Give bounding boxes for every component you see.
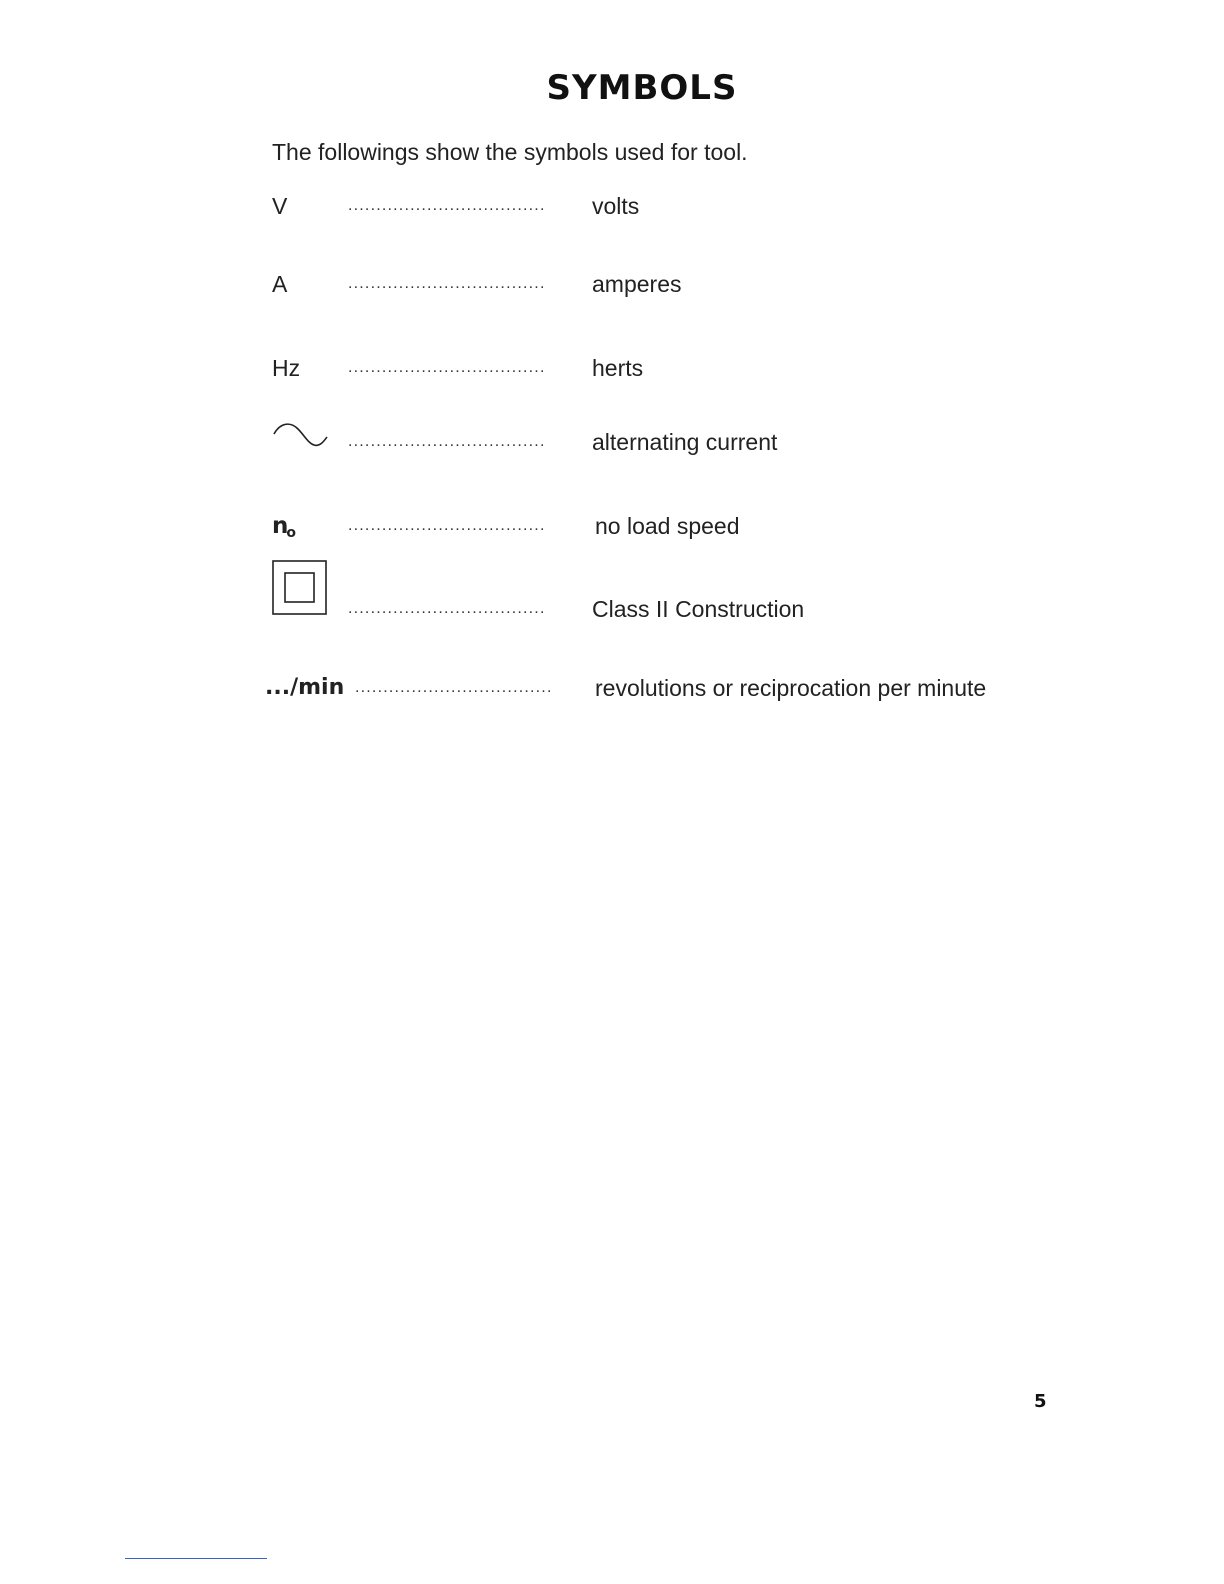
page-number: 5: [1034, 1391, 1047, 1412]
symbol-row-alternating-current: [0, 427, 1224, 467]
symbol-description: no load speed: [595, 513, 740, 539]
symbol-description: revolutions or reciprocation per minute: [595, 675, 987, 701]
dot-leader: ...................................: [348, 197, 546, 214]
symbol-row-no-load-speed: [0, 511, 1224, 551]
intro-text: The followings show the symbols used for tool.: [272, 139, 748, 165]
dot-leader: ...................................: [348, 517, 546, 534]
symbol-row-amperes: [0, 269, 1224, 309]
symbol-main: n: [272, 513, 289, 539]
symbol-label: V: [272, 193, 288, 219]
alternating-current-icon: [272, 421, 330, 458]
dot-leader: ...................................: [348, 275, 546, 292]
class-ii-double-square-icon: [272, 560, 328, 623]
symbol-description: alternating current: [592, 429, 778, 455]
symbol-description: amperes: [592, 271, 682, 297]
divider-line: [125, 1558, 267, 1559]
dot-leader: ...................................: [348, 600, 546, 617]
symbol-description: volts: [592, 193, 640, 219]
symbol-description: Class II Construction: [592, 596, 805, 622]
symbol-row-hertz: [0, 353, 1224, 393]
dot-leader: ...................................: [348, 359, 546, 376]
symbol-row-volts: [0, 191, 1224, 231]
symbol-label: Hz: [272, 355, 301, 381]
symbol-row-class-ii: [0, 594, 1224, 634]
page-title: SYMBOLS: [546, 68, 738, 108]
symbol-label: .../min: [265, 675, 345, 700]
symbol-description: herts: [592, 355, 644, 381]
dot-leader: ...................................: [348, 433, 546, 450]
symbol-subscript: o: [286, 525, 296, 541]
symbol-row-per-minute: [0, 673, 1224, 713]
symbol-label: A: [272, 271, 288, 297]
symbol-label: [272, 511, 296, 544]
dot-leader: ...................................: [355, 679, 553, 696]
